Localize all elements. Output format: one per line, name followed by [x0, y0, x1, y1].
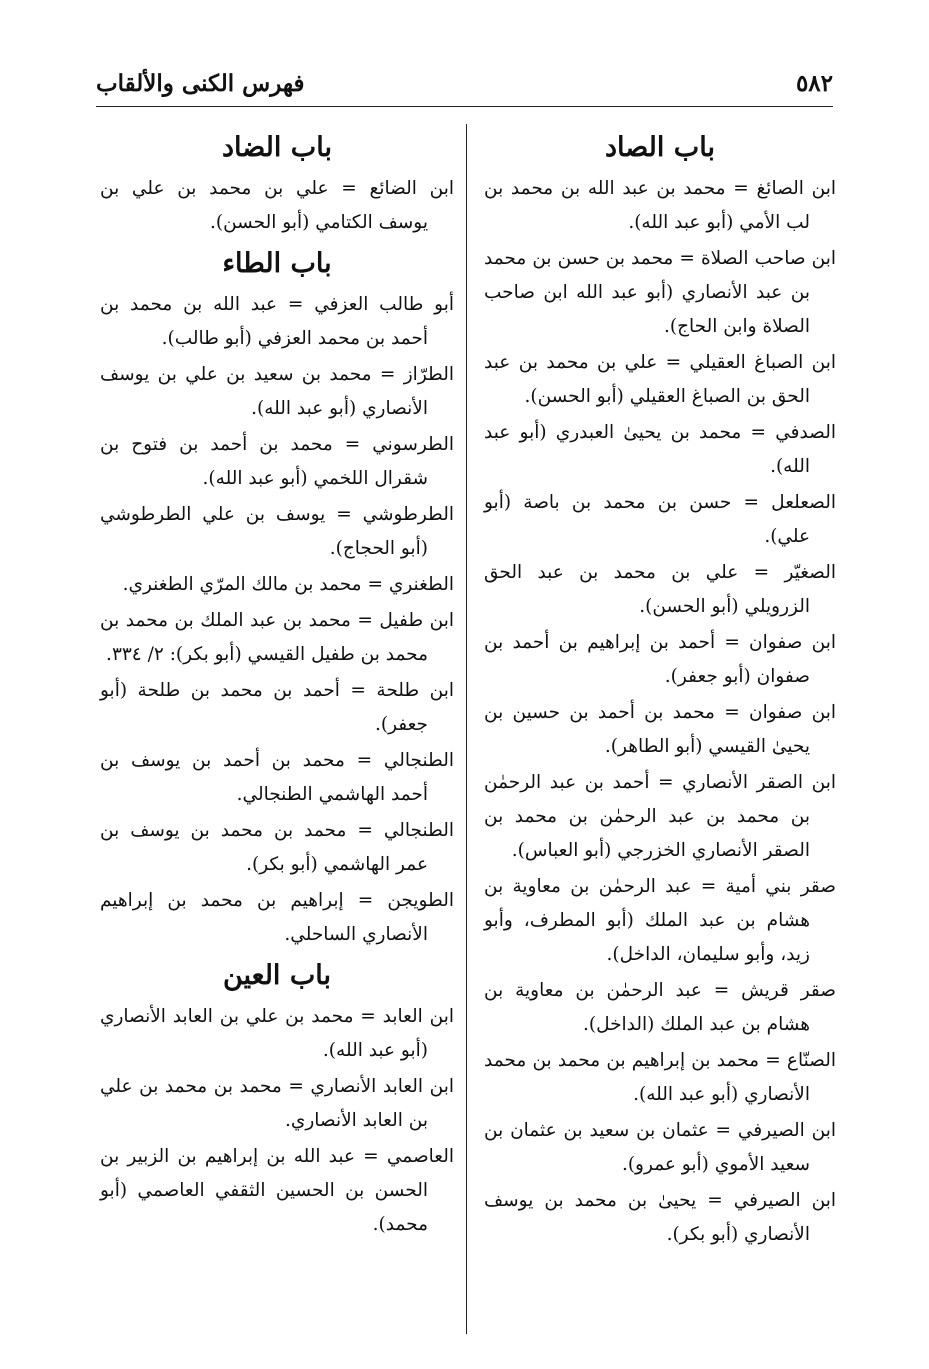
- index-entry: الصعلعل = حسن بن محمد بن باصة (أبو علي).: [484, 492, 836, 547]
- index-entry: ابن الصقر الأنصاري = أحمد بن عبد الرحمٰن بن محمد بن عبد الرحمٰن بن محمد بن الصقر الأنصاري الخزرجي (أبو العباس).: [484, 772, 836, 861]
- right-column: [484, 124, 836, 1254]
- column-divider: [466, 124, 467, 1334]
- index-entry: ابن طفيل = محمد بن عبد الملك بن محمد بن محمد بن طفيل القيسي (أبو بكر): ٢/ ٣٣٤.: [100, 610, 454, 665]
- index-entry: ابن العابد الأنصاري = محمد بن محمد بن علي بن العابد الأنصاري.: [100, 1076, 454, 1131]
- index-entry: ابن الصباغ العقيلي = علي بن محمد بن عبد الحق بن الصباغ العقيلي (أبو الحسن).: [484, 352, 836, 407]
- section-heading-sad: باب الصاد: [605, 132, 715, 163]
- index-entry: ابن طلحة = أحمد بن محمد بن طلحة (أبو جعفر).: [100, 680, 454, 735]
- index-entry: الطرّاز = محمد بن سعيد بن علي بن يوسف الأنصاري (أبو عبد الله).: [100, 364, 454, 419]
- index-entry: الصغيّر = علي بن محمد بن عبد الحق الزرويلي (أبو الحسن).: [484, 562, 836, 617]
- index-entry: الطغنري = محمد بن مالك المرّي الطغنري.: [122, 574, 454, 595]
- index-entry: صقر بني أمية = عبد الرحمٰن بن معاوية بن هشام بن عبد الملك (أبو المطرف، وأبو زيد، وأبو سليمان، الداخل).: [484, 876, 836, 965]
- index-entry: الطنجالي = محمد بن أحمد بن يوسف بن أحمد الهاشمي الطنجالي.: [100, 750, 454, 805]
- index-entry: الطرسوني = محمد بن أحمد بن فتوح بن شقرال اللخمي (أبو عبد الله).: [100, 434, 454, 489]
- index-entry: ابن العابد = محمد بن علي بن العابد الأنصاري (أبو عبد الله).: [100, 1006, 454, 1061]
- index-entry: ابن الضائع = علي بن محمد بن علي بن يوسف الكتامي (أبو الحسن).: [100, 178, 454, 233]
- index-entry: صقر قريش = عبد الرحمٰن بن معاوية بن هشام بن عبد الملك (الداخل).: [484, 980, 836, 1035]
- running-title: فهرس الكنى والألقاب: [96, 70, 305, 97]
- index-entry: الطرطوشي = يوسف بن علي الطرطوشي (أبو الحجاج).: [100, 504, 454, 559]
- page-number: ٥٨٢: [795, 70, 833, 97]
- section-heading-dad: باب الضاد: [222, 132, 332, 163]
- index-entry: ابن الصيرفي = عثمان بن سعيد بن عثمان بن سعيد الأموي (أبو عمرو).: [484, 1120, 836, 1175]
- index-entry: ابن الصائغ = محمد بن عبد الله بن محمد بن لب الأمي (أبو عبد الله).: [484, 178, 836, 233]
- index-entry: العاصمي = عبد الله بن إبراهيم بن الزبير بن الحسن بن الحسين الثقفي العاصمي (أبو محمد).: [100, 1146, 454, 1235]
- index-entry: الصنّاع = محمد بن إبراهيم بن محمد بن محمد الأنصاري (أبو عبد الله).: [484, 1050, 836, 1105]
- index-entry: ابن صفوان = محمد بن أحمد بن حسين بن يحيىٰ القيسي (أبو الطاهر).: [484, 702, 836, 757]
- left-column: [100, 124, 454, 1244]
- index-entry: أبو طالب العزفي = عبد الله بن محمد بن أحمد بن محمد العزفي (أبو طالب).: [100, 294, 454, 349]
- index-entry: ابن الصيرفي = يحيىٰ بن محمد بن يوسف الأنصاري (أبو بكر).: [484, 1190, 836, 1245]
- index-entry: الطنجالي = محمد بن محمد بن يوسف بن عمر الهاشمي (أبو بكر).: [100, 820, 454, 875]
- page-header: [96, 62, 833, 107]
- index-entry: ابن صاحب الصلاة = محمد بن حسن بن محمد بن عبد الأنصاري (أبو عبد الله ابن صاحب الصلاة وابن الحاج).: [484, 248, 836, 337]
- index-entry: الطويجن = إبراهيم بن محمد بن إبراهيم الأنصاري الساحلي.: [100, 890, 454, 945]
- index-entry: الصدفي = محمد بن يحيىٰ العبدري (أبو عبد الله).: [484, 422, 836, 477]
- section-heading-ta: باب الطاء: [222, 248, 332, 279]
- index-entry: ابن صفوان = أحمد بن إبراهيم بن أحمد بن صفوان (أبو جعفر).: [484, 632, 836, 687]
- section-heading-ain: باب العين: [222, 960, 331, 991]
